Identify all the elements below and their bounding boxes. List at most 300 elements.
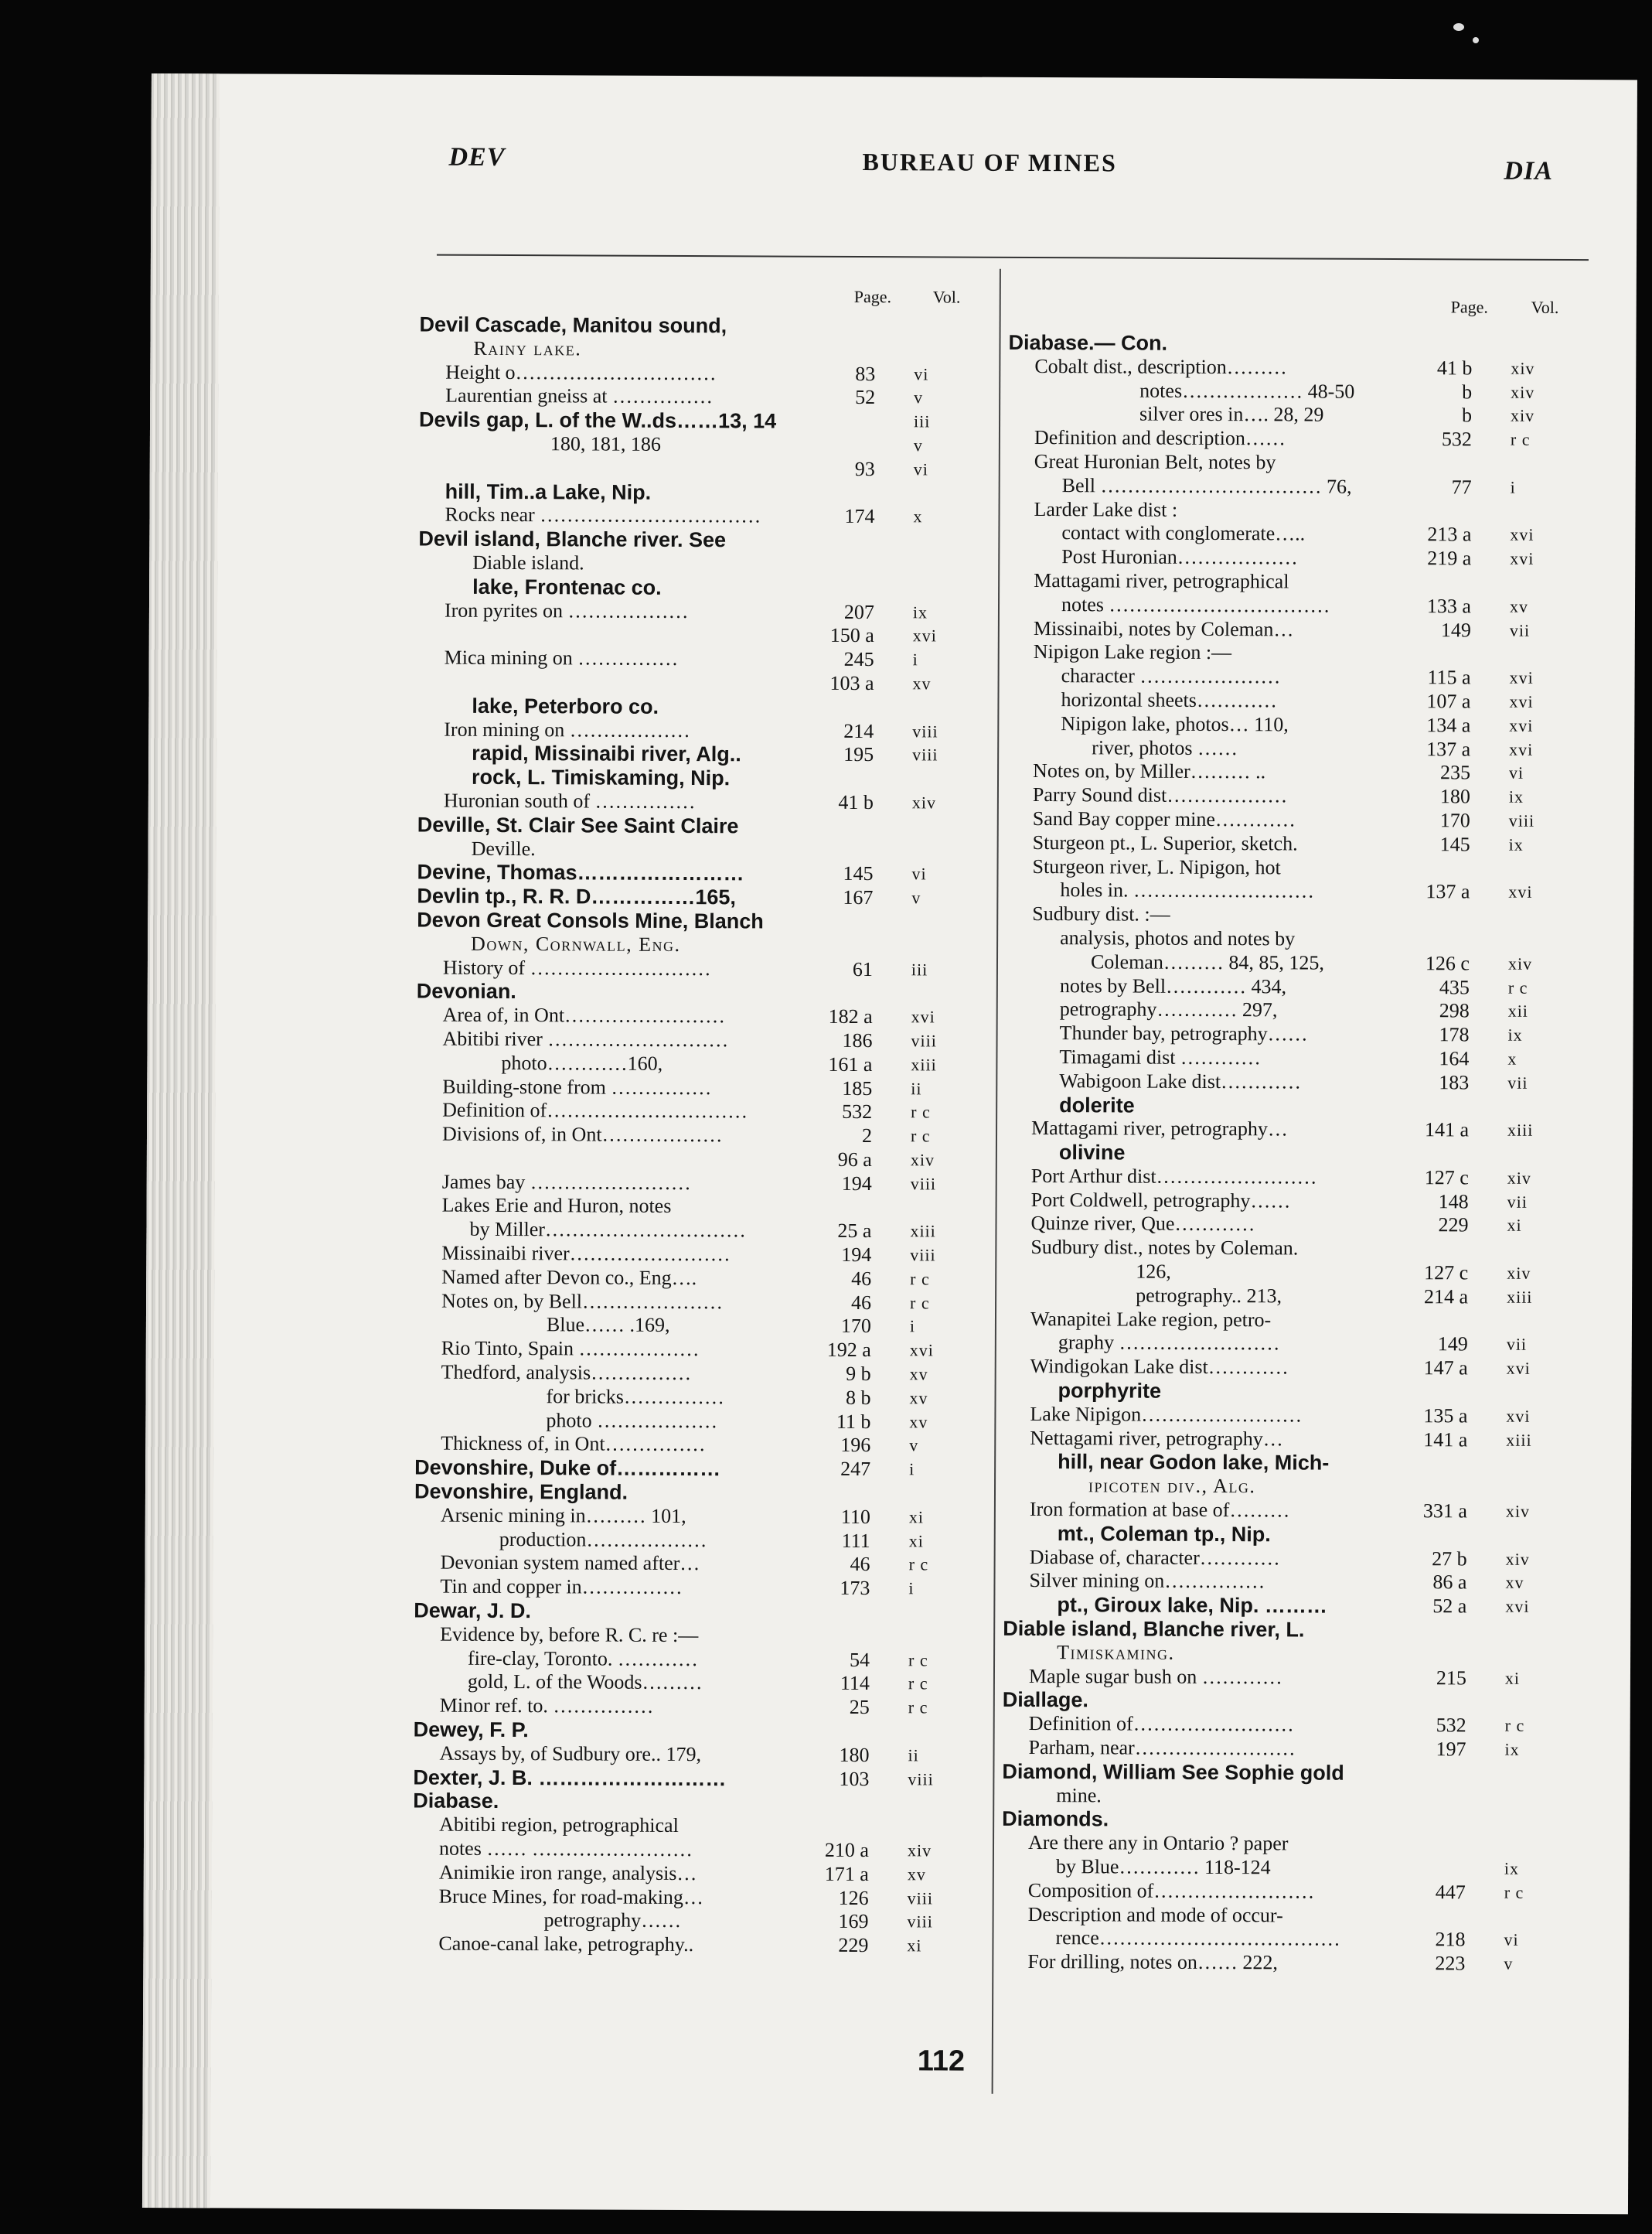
entry-text: Animikie iron range, analysis…: [438, 1861, 697, 1884]
index-entry: [417, 813, 989, 839]
entry-volume: viii: [1508, 810, 1535, 831]
entry-text: Notes on, by Miller……… ..: [1033, 759, 1266, 783]
entry-text: Rio Tinto, Spain ………………: [441, 1336, 700, 1361]
entry-volume: xiv: [1511, 382, 1535, 402]
index-entry: [413, 1813, 985, 1840]
index-entry: [418, 646, 990, 673]
index-entry: [413, 1741, 985, 1768]
index-entry: [1007, 712, 1586, 738]
scan-speck: [1453, 23, 1464, 31]
entry-text: Nipigon lake, photos… 110,: [1061, 711, 1289, 736]
entry-page: 25 a: [837, 1219, 872, 1243]
entry-text: Building-stone from ……………: [442, 1075, 712, 1099]
index-entry: [416, 1170, 988, 1196]
entry-page: 447: [1435, 1881, 1466, 1904]
entry-volume: r c: [1510, 429, 1531, 449]
index-entry: [1007, 783, 1586, 810]
index-entry: [418, 527, 990, 554]
entry-volume: iii: [913, 411, 931, 431]
index-entry: [1006, 974, 1586, 1000]
left-entries: [412, 313, 991, 1959]
entry-text: photo ………………: [546, 1408, 718, 1432]
entry-text: Abitibi region, petrographical: [439, 1813, 679, 1837]
entry-text: ipicoten div., Alg.: [1088, 1474, 1256, 1498]
index-entry: [1007, 593, 1587, 619]
vol-heading: Vol.: [932, 287, 961, 307]
index-entry: [1007, 497, 1587, 524]
index-entry: [419, 384, 991, 411]
entry-volume: x: [913, 506, 923, 527]
entry-page: 133 a: [1426, 594, 1472, 618]
entry-page: 145: [1439, 833, 1470, 856]
entry-volume: viii: [910, 1245, 936, 1265]
index-entry: [1007, 521, 1587, 547]
entry-page: 147 a: [1423, 1356, 1468, 1380]
entry-text: Area of, in Ont……………………: [442, 1003, 726, 1028]
entry-page: 145: [843, 862, 874, 885]
entry-text: Iron formation at base of………: [1029, 1498, 1290, 1522]
entry-text: mine.: [1056, 1783, 1102, 1806]
entry-text: Devon Great Consols Mine, Blanch: [417, 908, 764, 933]
index-entry: [414, 1384, 986, 1410]
entry-volume: xiv: [1505, 1501, 1531, 1521]
entry-volume: v: [913, 435, 923, 455]
entry-text: Diamond, William See Sophie gold: [1002, 1759, 1344, 1785]
index-entry: [417, 980, 989, 1006]
entry-volume: xv: [912, 674, 932, 694]
entry-page: 247: [840, 1458, 871, 1481]
entry-text: Devonian system named after…: [440, 1551, 700, 1575]
entry-text: Bell …………………………… 76,: [1061, 473, 1352, 498]
entry-text: petrography………… 297,: [1059, 998, 1278, 1022]
entry-text: Iron mining on ………………: [444, 718, 690, 742]
index-entry: [414, 1432, 986, 1458]
index-entry: [417, 694, 989, 720]
entry-volume: xi: [1507, 1216, 1522, 1236]
entry-page: 11 b: [836, 1410, 871, 1433]
index-entry: [1001, 1950, 1581, 1976]
entry-text: lake, Peterboro co.: [472, 694, 659, 718]
index-entry: [1004, 1379, 1584, 1405]
entry-text: Thickness of, in Ont……………: [441, 1432, 706, 1456]
entry-text: Diallage.: [1002, 1688, 1088, 1712]
index-entry: [1001, 1926, 1581, 1953]
entry-volume: xvi: [911, 1007, 935, 1027]
entry-text: Named after Devon co., Eng….: [441, 1265, 697, 1289]
page-heading: Page.: [1450, 297, 1489, 317]
entry-text: Diamonds.: [1002, 1807, 1109, 1831]
entry-text: Post Huronian………………: [1061, 545, 1298, 569]
index-entry: [417, 861, 989, 887]
entry-text: Timagami dist …………: [1059, 1045, 1262, 1069]
entry-page: 149: [1440, 618, 1471, 642]
page-number: 112: [917, 2045, 966, 2078]
entry-page: 115 a: [1427, 666, 1471, 689]
index-entry: [1004, 1236, 1584, 1262]
entry-text: Devil island, Blanche river. See: [418, 527, 727, 552]
entry-volume: i: [1510, 477, 1516, 497]
index-entry: [1005, 1045, 1585, 1072]
index-entry: [414, 1718, 986, 1745]
index-entry: [415, 1242, 987, 1268]
entry-text: Sand Bay copper mine…………: [1032, 807, 1296, 831]
index-entry: [1007, 759, 1586, 786]
entry-volume: viii: [912, 721, 938, 741]
entry-page: 150 a: [829, 624, 874, 647]
index-entry: [414, 1527, 986, 1554]
entry-page: 170: [840, 1315, 872, 1338]
entry-page: 178: [1439, 1023, 1470, 1046]
entry-text: Abitibi river ………………………: [442, 1027, 729, 1052]
entry-volume: i: [912, 650, 918, 670]
entry-page: 107 a: [1426, 690, 1471, 713]
entry-volume: xiii: [1507, 1287, 1533, 1307]
index-entry: [1004, 1355, 1584, 1381]
index-entry: [1007, 640, 1587, 667]
index-entry: [419, 336, 991, 363]
entry-text: Missinaibi, notes by Coleman…: [1033, 616, 1294, 641]
index-entry: [414, 1503, 986, 1530]
entry-text: Devil Cascade, Manitou sound,: [419, 312, 727, 338]
entry-volume: xiv: [910, 1150, 935, 1170]
entry-page: 215: [1436, 1666, 1467, 1690]
entry-text: gold, L. of the Woods………: [467, 1670, 703, 1694]
entry-text: Cobalt dist., description………: [1034, 354, 1287, 379]
scan-speck: [1473, 37, 1479, 43]
entry-text: Dewey, F. P.: [413, 1717, 529, 1742]
entry-text: Tin and copper in……………: [440, 1574, 683, 1599]
entry-volume: r c: [911, 1102, 931, 1122]
entry-volume: vi: [1509, 763, 1524, 783]
index-entry: [419, 408, 991, 435]
entry-page: 229: [1438, 1213, 1469, 1236]
entry-text: History of ………………………: [442, 956, 711, 980]
index-entry: [418, 670, 990, 696]
entry-text: Mattagami river, petrography…: [1030, 1117, 1288, 1141]
index-entry: [1006, 998, 1586, 1024]
entry-page: 126: [838, 1886, 869, 1909]
index-entry: [1003, 1617, 1582, 1643]
index-entry: [414, 1575, 986, 1601]
entry-page: 219 a: [1427, 547, 1472, 570]
index-entry: [417, 789, 989, 815]
entry-text: Height o…………………………: [445, 360, 717, 384]
index-entry: [416, 1099, 988, 1125]
index-entry: [416, 1194, 988, 1220]
index-entry: [1003, 1545, 1583, 1571]
index-entry: [1006, 926, 1586, 953]
entry-text: for bricks……………: [546, 1385, 724, 1409]
entry-volume: xvi: [1505, 1596, 1530, 1617]
index-entry: [1007, 569, 1587, 595]
entry-page: 61: [852, 957, 874, 981]
entry-volume: vi: [911, 864, 927, 884]
index-entry: [420, 313, 992, 339]
index-entry: [419, 360, 991, 387]
entry-volume: viii: [907, 1888, 934, 1908]
index-entry: [415, 1313, 987, 1339]
entry-volume: r c: [910, 1292, 930, 1313]
entry-page: 223: [1435, 1952, 1466, 1975]
index-entry: [1007, 807, 1586, 834]
entry-page: 213 a: [1427, 523, 1472, 546]
entry-volume: xvi: [1506, 1406, 1531, 1426]
entry-page: 331 a: [1422, 1499, 1467, 1523]
entry-text: Port Coldwell, petrography……: [1030, 1188, 1291, 1212]
entry-text: analysis, photos and notes by: [1060, 926, 1296, 950]
entry-text: For drilling, notes on…… 222,: [1027, 1950, 1278, 1974]
entry-text: contact with conglomerate…..: [1061, 521, 1306, 545]
entry-text: James bay ……………………: [441, 1170, 691, 1194]
entry-volume: xiv: [1507, 953, 1533, 974]
entry-page: 77: [1451, 476, 1472, 499]
index-entry: [1007, 831, 1586, 858]
entry-page: 135 a: [1423, 1404, 1468, 1427]
entry-page: 235: [1440, 761, 1471, 784]
index-entry: [417, 885, 989, 911]
header-left-guide-word: DEV: [448, 142, 506, 172]
index-entry: [1008, 402, 1588, 428]
entry-text: rock, L. Timiskaming, Nip.: [471, 765, 731, 790]
entry-text: Thunder bay, petrography……: [1059, 1022, 1308, 1045]
entry-text: Laurentian gneiss at ……………: [445, 384, 714, 408]
entry-page: 141 a: [1424, 1118, 1470, 1141]
index-entry: [416, 1146, 988, 1172]
entry-volume: xiv: [1511, 358, 1535, 378]
entry-text: Wabigoon Lake dist…………: [1059, 1069, 1302, 1093]
entry-text: 126,: [1136, 1260, 1171, 1283]
index-entry: [1003, 1498, 1583, 1524]
entry-page: 137 a: [1426, 737, 1471, 760]
entry-text: holes in. ………………………: [1060, 878, 1315, 902]
entry-text: by Miller…………………………: [469, 1218, 747, 1242]
entry-text: hill, near Godon lake, Mich-: [1058, 1450, 1330, 1475]
entry-text: Devonshire, England.: [414, 1479, 628, 1504]
entry-volume: xvi: [1508, 882, 1533, 902]
index-entry: [418, 575, 990, 601]
entry-page: 41 b: [838, 790, 874, 814]
entry-page: 164: [1439, 1047, 1470, 1070]
entry-volume: v: [911, 888, 921, 908]
entry-text: Diable island.: [472, 551, 584, 575]
entry-volume: ix: [912, 602, 928, 622]
entry-page: 173: [840, 1577, 870, 1600]
entry-volume: vi: [914, 363, 929, 384]
index-entry: [1004, 1284, 1584, 1310]
right-entries: [1001, 331, 1588, 1976]
entry-text: Diabase of, character…………: [1029, 1545, 1280, 1570]
entry-volume: xiii: [911, 1055, 937, 1075]
entry-volume: xiv: [1507, 1263, 1531, 1283]
entry-volume: xi: [908, 1507, 925, 1527]
entry-text: Silver mining on……………: [1029, 1569, 1265, 1593]
entry-volume: xi: [1504, 1668, 1521, 1688]
entry-page: 161 a: [828, 1052, 873, 1076]
entry-text: Thedford, analysis……………: [441, 1360, 692, 1385]
index-entry: [1006, 950, 1586, 977]
index-entry: [1003, 1593, 1582, 1619]
index-entry: [417, 742, 989, 768]
index-entry: [1003, 1474, 1583, 1500]
index-entry: [413, 1884, 985, 1911]
index-entry: [417, 718, 989, 744]
entry-text: Nettagami river, petrography…: [1030, 1426, 1283, 1451]
entry-page: 435: [1439, 975, 1470, 998]
entry-page: 86 a: [1432, 1571, 1467, 1594]
entry-volume: ix: [1507, 1025, 1523, 1045]
entry-volume: v: [914, 387, 924, 408]
index-entry: [413, 1861, 985, 1887]
entry-text: Huronian south of ……………: [443, 789, 696, 813]
entry-volume: vi: [1504, 1930, 1519, 1950]
entry-text: Great Huronian Belt, notes by: [1034, 449, 1276, 474]
index-entry: [1002, 1760, 1582, 1786]
entry-text: dolerite: [1059, 1093, 1135, 1117]
entry-page: 195: [843, 743, 874, 766]
entry-text: Description and mode of occur-: [1027, 1902, 1283, 1927]
entry-page: 174: [844, 505, 875, 528]
index-entry: [418, 599, 990, 625]
entry-page: 229: [838, 1934, 869, 1957]
header-right-guide-word: DIA: [1504, 156, 1554, 186]
entry-page: 245: [843, 648, 874, 671]
running-header: [152, 73, 1637, 186]
entry-text: Notes on, by Bell…………………: [441, 1289, 724, 1313]
index-entry: [1003, 1450, 1583, 1476]
entry-volume: xiii: [910, 1221, 936, 1241]
entry-volume: vii: [1507, 1073, 1528, 1093]
entry-page: 111: [841, 1529, 870, 1552]
entry-page: 180: [1439, 785, 1470, 808]
index-entry: [1005, 1189, 1585, 1215]
index-entry: [1007, 688, 1586, 715]
entry-text: Minor ref. to. ……………: [439, 1693, 654, 1718]
index-entry: [418, 551, 990, 577]
index-entry: [1008, 378, 1588, 404]
index-entry: [1002, 1783, 1582, 1809]
entry-text: Nipigon Lake region :—: [1033, 640, 1232, 664]
entry-volume: vii: [1506, 1335, 1528, 1355]
index-entry: [1002, 1807, 1582, 1833]
index-entry: [1003, 1688, 1582, 1714]
entry-volume: i: [909, 1459, 915, 1479]
entry-volume: r c: [910, 1269, 930, 1289]
entry-volume: xvi: [1506, 1358, 1531, 1379]
entry-volume: xiv: [1511, 406, 1535, 426]
entry-page: 167: [843, 886, 874, 909]
entry-volume: i: [908, 1578, 915, 1598]
entry-volume: r c: [908, 1697, 928, 1717]
entry-volume: ix: [1508, 786, 1524, 807]
entry-text: Blue…… .169,: [546, 1313, 670, 1337]
entry-volume: xiv: [1507, 1168, 1531, 1188]
entry-text: Down, Cornwall, Eng.: [471, 932, 681, 956]
entry-volume: xv: [907, 1864, 926, 1884]
entry-page: 2: [861, 1124, 873, 1148]
entry-volume: xv: [1509, 596, 1529, 616]
entry-text: Deville, St. Clair See Saint Claire: [417, 813, 739, 838]
entry-volume: v: [909, 1435, 919, 1455]
index-entry: [419, 455, 991, 482]
entry-text: olivine: [1058, 1141, 1126, 1165]
entry-page: 194: [841, 1172, 872, 1195]
index-entry: [417, 1004, 989, 1030]
entry-text: Are there any in Ontario ? paper: [1027, 1831, 1289, 1855]
entry-volume: r c: [908, 1649, 928, 1670]
entry-page: 9 b: [846, 1362, 871, 1386]
entry-text: Devlin tp., R. R. D……………165,: [417, 884, 737, 909]
entry-text: Devonshire, Duke of……………: [414, 1455, 721, 1481]
entry-page: 210 a: [824, 1838, 870, 1862]
entry-text: Definition of……………………: [1028, 1712, 1294, 1736]
entry-page: 183: [1439, 1070, 1470, 1094]
entry-page: 141 a: [1423, 1427, 1468, 1451]
entry-page: 214 a: [1424, 1285, 1469, 1308]
entry-page: 52 a: [1432, 1594, 1467, 1618]
entry-page: 180: [839, 1743, 870, 1766]
entry-text: Mica mining on ……………: [444, 646, 679, 670]
entry-text: Lakes Erie and Huron, notes: [441, 1194, 672, 1218]
entry-volume: xv: [1505, 1573, 1524, 1593]
entry-page: 194: [841, 1243, 872, 1267]
entry-text: Port Arthur dist……………………: [1030, 1164, 1317, 1189]
index-entry: [417, 932, 989, 958]
index-entry: [414, 1480, 986, 1506]
entry-page: 192 a: [826, 1339, 871, 1362]
index-entry: [1008, 474, 1588, 500]
entry-volume: xvi: [1510, 525, 1534, 545]
entry-page: 126 c: [1425, 951, 1470, 975]
entry-text: Sturgeon pt., L. Superior, sketch.: [1032, 831, 1298, 855]
index-entry: [1005, 1069, 1585, 1096]
entry-volume: xv: [909, 1411, 928, 1432]
entry-volume: xiii: [1506, 1430, 1532, 1450]
index-entry: [416, 1027, 988, 1053]
entry-page: 46: [851, 1291, 872, 1314]
entry-page: 171 a: [824, 1862, 869, 1885]
entry-page: 197: [1436, 1738, 1466, 1761]
index-entry: [1008, 355, 1588, 381]
index-entry: [1004, 1212, 1584, 1238]
entry-volume: xvi: [912, 626, 938, 646]
entry-text: Canoe-canal lake, petrography..: [438, 1932, 694, 1956]
right-column: [1001, 297, 1588, 1976]
vol-heading: Vol.: [1531, 297, 1559, 317]
entry-text: 180, 181, 186: [550, 432, 661, 455]
index-entry: [414, 1670, 986, 1697]
left-column-headings: [420, 286, 992, 315]
index-entry: [1003, 1403, 1583, 1429]
index-entry: [1007, 735, 1586, 762]
entry-text: by Blue………… 118-124: [1055, 1855, 1271, 1879]
entry-text: Evidence by, before R. C. re :—: [440, 1622, 699, 1646]
index-entry: [1005, 1093, 1585, 1119]
entry-text: petrography.. 213,: [1136, 1284, 1282, 1308]
entry-page: 114: [840, 1672, 870, 1695]
entry-volume: iii: [911, 959, 928, 979]
index-entry: [412, 1932, 984, 1959]
header-rule: [437, 254, 1589, 261]
entry-page: 196: [840, 1434, 871, 1457]
entry-volume: xvi: [1509, 691, 1534, 711]
entry-page: 27 b: [1432, 1547, 1467, 1571]
entry-volume: xiii: [1507, 1120, 1534, 1141]
entry-page: 25: [849, 1696, 870, 1719]
entry-volume: viii: [910, 1173, 937, 1194]
entry-text: notes ……………………………: [1061, 592, 1330, 617]
entry-text: Parham, near……………………: [1028, 1735, 1296, 1760]
entry-page: 54: [849, 1648, 870, 1671]
